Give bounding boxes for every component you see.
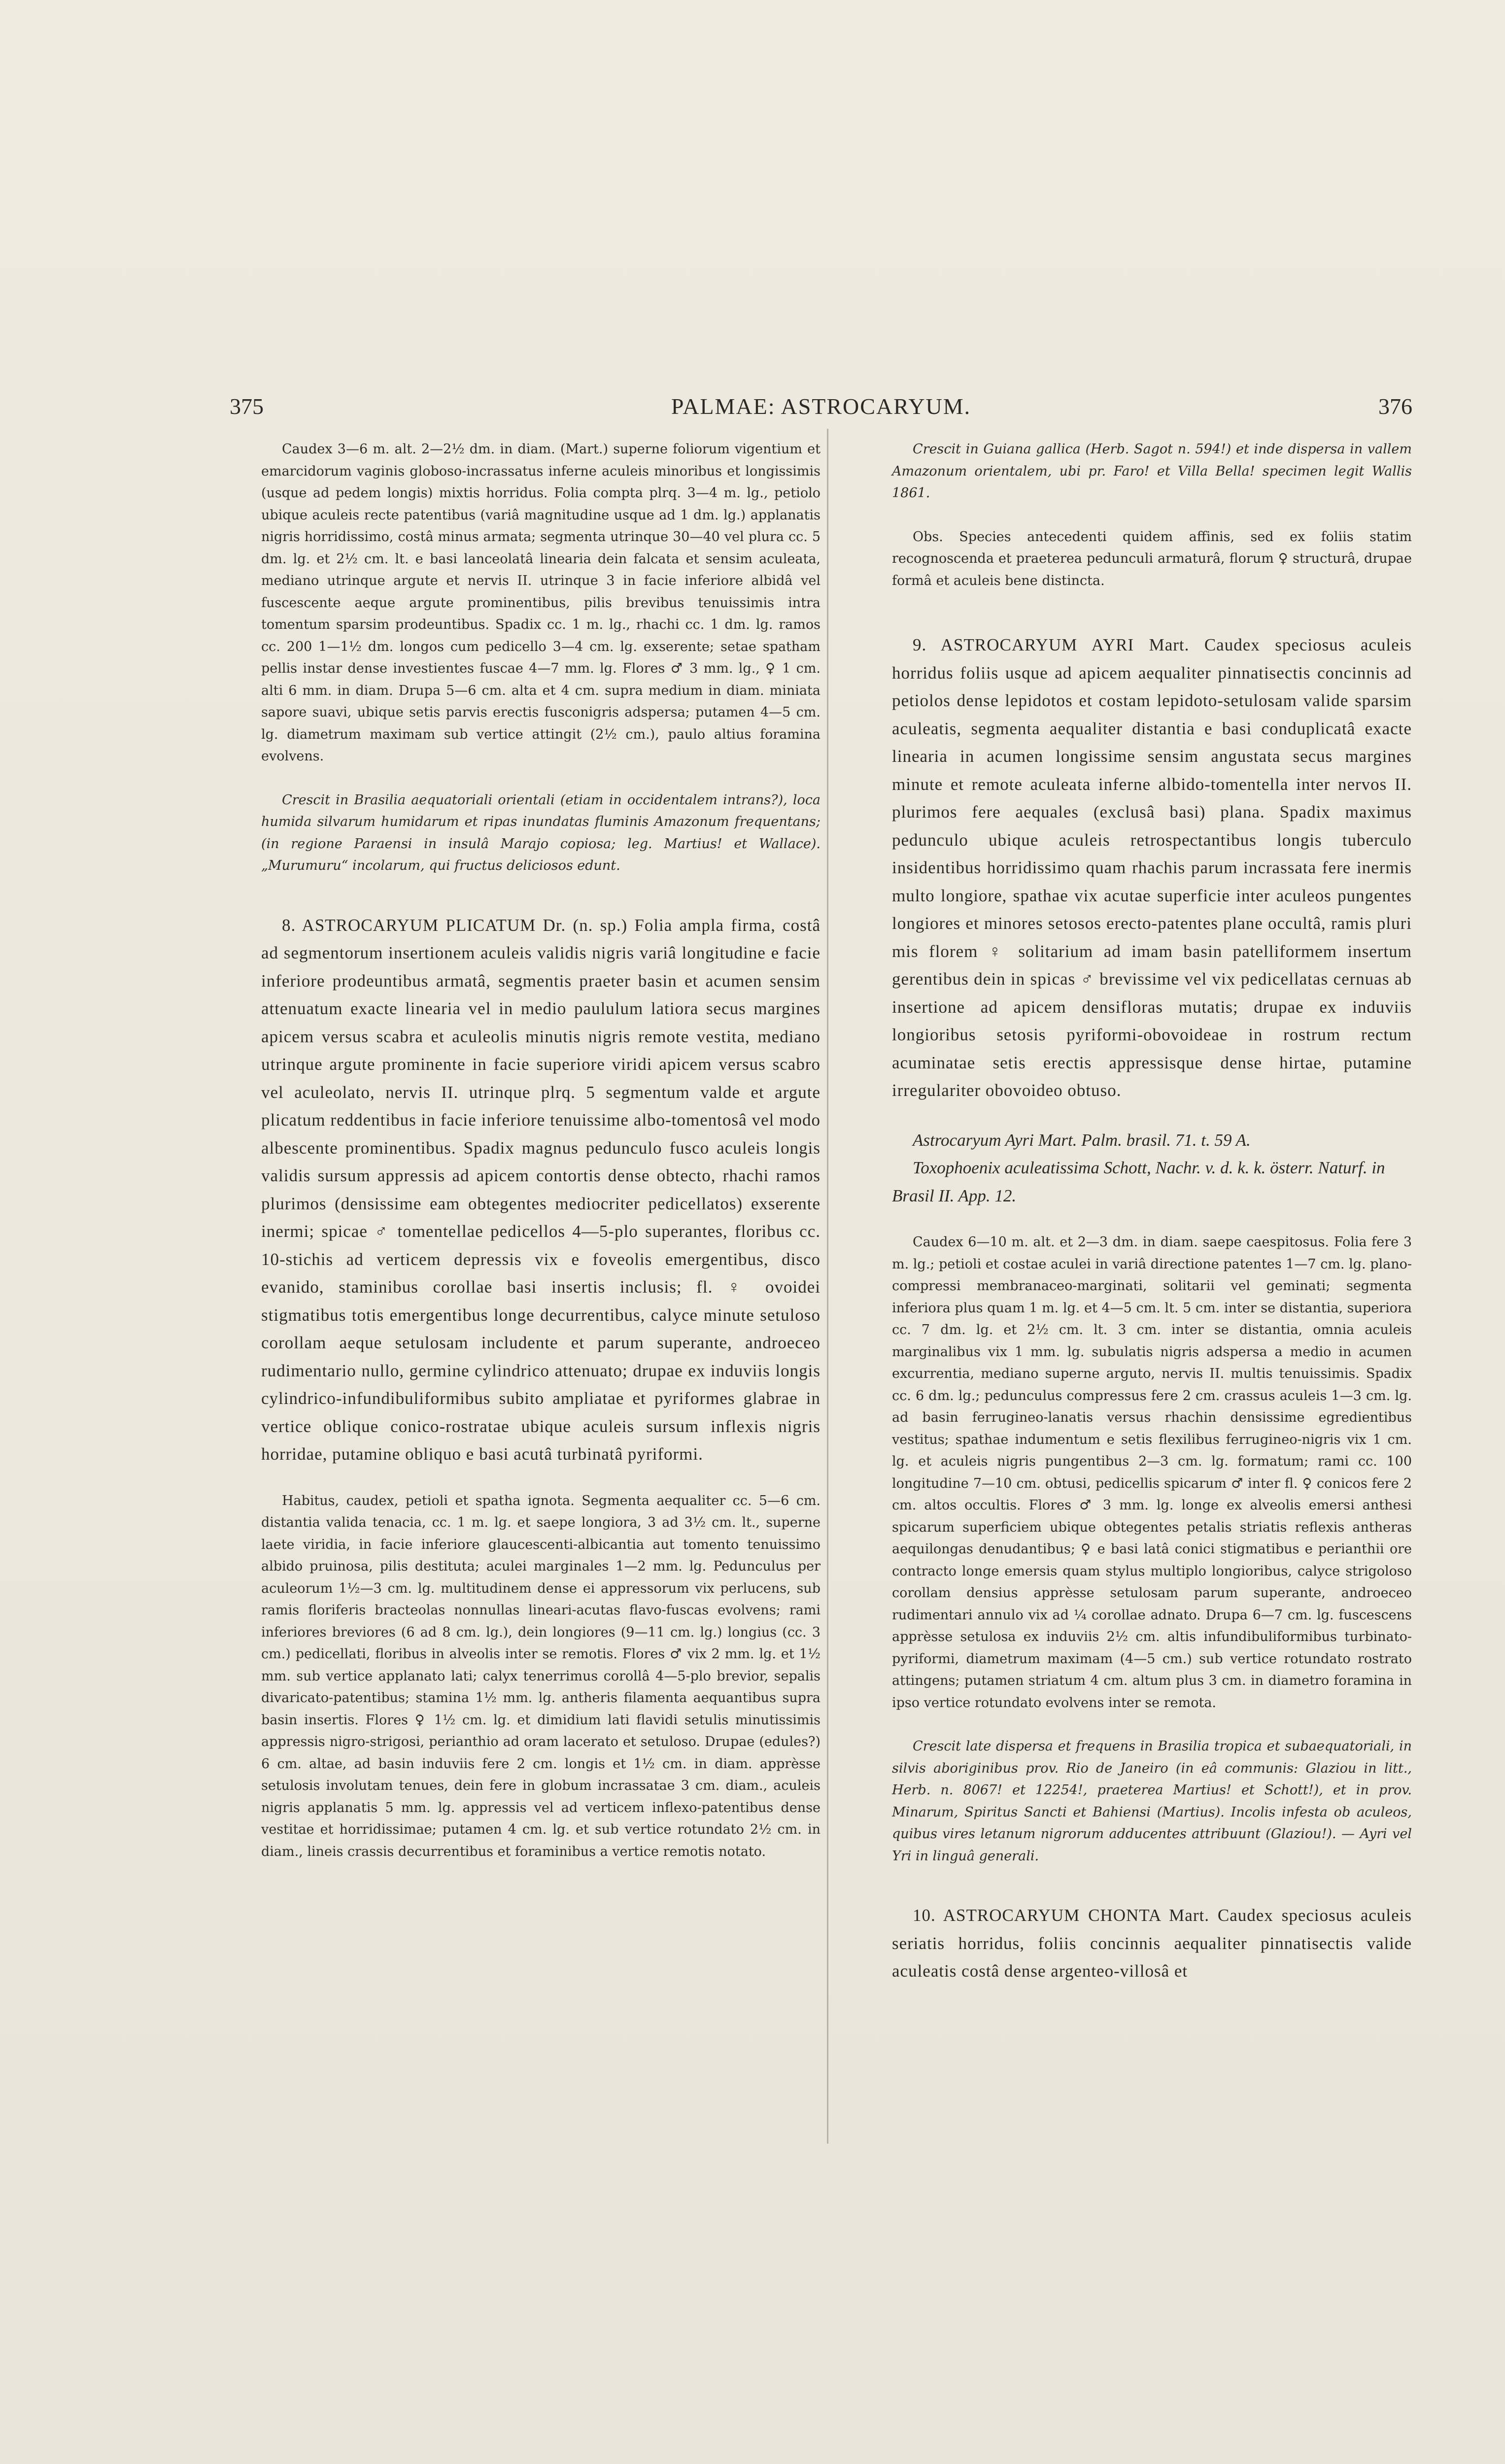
page-number-left: 375 <box>230 394 264 419</box>
running-title: PALMAE: ASTROCARYUM. <box>671 394 971 419</box>
species-8-observation: Obs. Species antecedenti quidem affinis, sed ex foliis statim recognoscenda et praeterea pedunculi armaturâ, florum ♀ structurâ, drupae formâ et aculeis bene distincta. <box>892 529 1412 588</box>
synonym-line: Astrocaryum Ayri Mart. Palm. brasil. 71. t. 59 A. <box>913 1130 1251 1150</box>
species-9-synonyms <box>892 1127 1412 1210</box>
species-8-description: Habitus, caudex, petioli et spatha ignota. Segmenta aequaliter cc. 5—6 cm. distantia valida tenacia, cc. 1 m. lg. et saepe longiora, 3 ad 3½ cm. lt., superne laete viridia, in facie inferiore glaucescenti-albicantia aut tomento tenuissimo albido pruinosa, pilis destituta; aculei marginales 1—2 mm. lg. Pedunculus per aculeorum 1½—3 cm. lg. multitudinem dense ei appressorum vix perlucens, sub ramis floriferis bracteolas nonnullas lineari-acutas flavo-fuscas evolvens; rami inferiores breviores (6 ad 8 cm. lg.), dein longiores (9—11 cm. lg.) longius (cc. 3 cm.) pedicellati, floribus in alveolis inter se remotis. Flores ♂ vix 2 mm. lg. et 1½ mm. sub vertice applanato lati; calyx tenerrimus corollâ 4—5-plo brevior, sepalis divaricato-patentibus; stamina 1½ mm. lg. antheris filamenta aequantibus supra basin insertis. Flores ♀ 1½ cm. lg. et dimidium lati flavidi setulis minutissimis appressis nigro-strigosi, perianthio ad oram lacerato et setuloso. Drupae (edules?) 6 cm. altae, ad basin induviis fere 2 cm. longis et 1½ cm. in diam. apprèsse setulosis involutam tenues, dein fere in globum incrassatae 3 cm. diam., aculeis nigris applanatis 5 mm. lg. appressis vel ad verticem inflexo-patentibus dense vestitae et horridissimae; putamen 4 cm. lg. et sub vertice rotundato 2½ cm. in diam., lineis crassis decurrentibus et foraminibus a vertice remotis notato. <box>261 1493 821 1859</box>
species-9-diagnosis: 9. ASTROCARYUM AYRI Mart. Caudex speciosus aculeis horridus foliis usque ad apicem aequaliter pinnatisectis concinnis ad petiolos dense lepidotos et costam lepidoto-setulosam valide sparsim aculeatis, segmenta aequaliter distantia e basi conduplicatâ exacte linearia in acumen longissime sensim angustata secus margines minute et remote aculeata inferne albido-tomentella inter nervos II. plurimos fere aequales (exclusâ basi) plana. Spadix maximus pedunculo ubique aculeis retrospectantibus longis tuberculo insidentibus horridissimo quam rhachis parum incrassata fere inermis multo longiore, spathae vix acutae superficie inter aculeos pungentes longiores et minores setosos erecto-patentes plane occultâ, ramis pluri mis florem ♀ solitarium ad imam basin patelliformem insertum gerentibus dein in spicas ♂ brevissime vel vix pedicellatas cernuas ab insertione ad apicem densifloras mutatis; drupae ex induviis longioribus setosis pyriformi-obovoideae in rostrum rectum acuminatae setis erectis appressisque dense hirtae, putamine irregulariter obovoideo obtuso. <box>892 635 1412 1100</box>
species-8-diagnosis: 8. ASTROCARYUM PLICATUM Dr. (n. sp.) Folia ampla firma, costâ ad segmentorum insertionem aculeis validis nigris variâ longitudine e facie inferiore prodeuntibus armatâ, segmentis praeter basin et acumen sensim attenuatum exacte linearia vel in medio paululum latiora secus margines apicem versus scabra et aculeolis minutis nigris remote vestita, mediano utrinque argute prominente in facie superiore viridi apicem versus scabro vel aculeolato, nervis II. utrinque plrq. 5 segmentum valde et argute plicatum reddentibus in facie inferiore tenuissime albo-tomentosâ vel modo albescente prominentibus. Spadix magnus pedunculo fusco aculeis longis validis sursum appressis ad apicem contortis dense obtecto, rhachi ramos plurimos (densissime eam obtegentes mediocriter pedicellatos) exserente inermi; spicae ♂ tomentellae pedicellos 4—5-plo superantes, floribus cc. 10-stichis ad verticem depressis vix e foveolis emergentibus, disco evanido, staminibus corollae basi insertis inclusis; fl. ♀ ovoidei stigmatibus totis emergentibus longe decurrentibus, calyce minute setuloso corollam aeque setulosam includente et parum superante, androeceo rudimentario nullo, germine cylindrico attenuato; drupae ex induviis longis cylindrico-infundibuliformibus subito ampliatae et pyriformes glabrae in vertice oblique conico-rostratae ubique aculeis sursum inflexis nigris horridae, putamine obliquo e basi acutâ turbinatâ pyriformi. <box>261 915 821 1464</box>
species-8-distribution: Crescit in Guiana gallica (Herb. Sagot n. 594!) et inde dispersa in vallem Amazonum orientalem, ubi pr. Faro! et Villa Bella! specimen legit Wallis 1861. <box>892 442 1412 501</box>
left-column <box>261 439 821 1863</box>
species-9-description: Caudex 6—10 m. alt. et 2—3 dm. in diam. saepe caespitosus. Folia fere 3 m. lg.; petioli et costae aculei in variâ directione patentes 1—7 cm. lg. plano-compressi membranaceo-marginati, solitarii vel geminati; segmenta inferiora plus quam 1 m. lg. et 4—5 cm. lt. 5 cm. inter se distantia, superiora cc. 7 dm. lg. et 2½ cm. lt. 3 cm. inter se distantia, omnia aculeis marginalibus vix 1 mm. lg. subulatis nigris adspersa a medio in acumen excurrentia, mediano superne arguto, nervis II. multis tenuissimis. Spadix cc. 6 dm. lg.; pedunculus compressus fere 2 cm. crassus aculeis 1—3 cm. lg. ad basin ferrugineo-lanatis versus rhachin densissime egredientibus vestitus; spathae indumentum e setis flexilibus ferrugineo-nigris vix 1 cm. lg. et aculeis nigris pungentibus 2—3 cm. lg. formatum; rami cc. 100 longitudine 7—10 cm. obtusi, pedicellis spicarum ♂ inter fl. ♀ conicos fere 2 cm. altos occultis. Flores ♂ 3 mm. lg. longe ex alveolis emersi anthesi spicarum superficiem ubique obtegentes petalis striatis reflexis antheras aequilongas denudantibus; ♀ e basi latâ conici stigmatibus e perianthii ore contracto longe emersis quam stylus multiplo longioribus, calyce strigoloso corollam densius apprèsse setulosam parum superante, androeceo rudimentari annulo vix ad ¼ corollae adnato. Drupa 6—7 cm. lg. fuscescens apprèsse setulosa ex induviis 2½ cm. altis infundibuliformibus turbinato-pyriformi, diametrum maximam (4—5 cm.) sub vertice rotundato rostrato attingens; putamen striatum 4 cm. altum plus 3 cm. in diametro foramina in ipso vertice rotundato evolvens inter se remota. <box>892 1234 1412 1711</box>
page-number-right: 376 <box>1378 394 1412 419</box>
description-paragraph-murumuru: Caudex 3—6 m. alt. 2—2½ dm. in diam. (Mart.) superne foliorum vigentium et emarcidorum vaginis globoso-incrassatus inferne aculeis minoribus et longissimis (usque ad pedem longis) mixtis horridus. Folia compta plrq. 3—4 m. lg., petiolo ubique aculeis recte patentibus (variâ magnitudine usque ad 1 dm. lg.) applanatis nigris horridissimo, costâ minus armata; segmenta utrinque 30—40 vel plura cc. 5 dm. lg. et 2½ cm. lt. e basi lanceolatâ linearia dein falcata et sensim aculeata, mediano utrinque argute et nervis II. utrinque 3 in facie inferiore albidâ vel fuscescente aeque argute prominentibus, pilis brevibus tenuissimis intra tomentum sparsim prodeuntibus. Spadix cc. 1 m. lg., rhachi cc. 1 dm. lg. ramos cc. 200 1—1½ dm. longos cum pedicello 3—4 cm. lg. exserente; setae spatham pellis instar dense investientes fuscae 4—7 mm. lg. Flores ♂ 3 mm. lg., ♀ 1 cm. alti 6 mm. in diam. Drupa 5—6 cm. alta et 4 cm. supra medium in diam. miniata sapore suavi, ubique setis parvis erectis fusconigris adspersa; putamen 4—5 cm. lg. diametrum maximam sub vertice attingit (2½ cm.), paulo altius foramina evolvens. <box>261 442 821 764</box>
right-column <box>892 439 1412 1985</box>
species-10-diagnosis: 10. ASTROCARYUM CHONTA Mart. Caudex speciosus aculeis seriatis horridus, foliis concinnis aequaliter pinnatisectis valide aculeatis costâ dense argenteo-villosâ et <box>892 1906 1412 1981</box>
synonym-line: Toxophoenix aculeatissima Schott, Nachr. v. d. k. k. österr. Naturf. in Brasil II. App. 12. <box>892 1158 1385 1205</box>
column-divider <box>827 429 828 2144</box>
distribution-paragraph-murumuru: Crescit in Brasilia aequatoriali orientali (etiam in occidentalem intrans?), loca humida silvarum humidarum et ripas inundatas fluminis Amazonum frequentans; (in regione Paraensi in insulâ Marajo copiosa; leg. Martius! et Wallace). „Murumuru“ incolarum, qui fructus deliciosos edunt. <box>261 792 821 873</box>
running-header <box>230 392 1412 421</box>
species-9-distribution: Crescit late dispersa et frequens in Brasilia tropica et subaequatoriali, in silvis aboriginibus prov. Rio de Janeiro (in eâ communis: Glaziou in litt., Herb. n. 8067! et 12254!, praeterea Martius! et Schott!), et in prov. Minarum, Spiritus Sancti et Bahiensi (Martius). Incolis infesta ob aculeos, quibus vires letanum nigrorum adducentes attribuunt (Glaziou!). — Ayri vel Yri in linguâ generali. <box>892 1739 1412 1864</box>
